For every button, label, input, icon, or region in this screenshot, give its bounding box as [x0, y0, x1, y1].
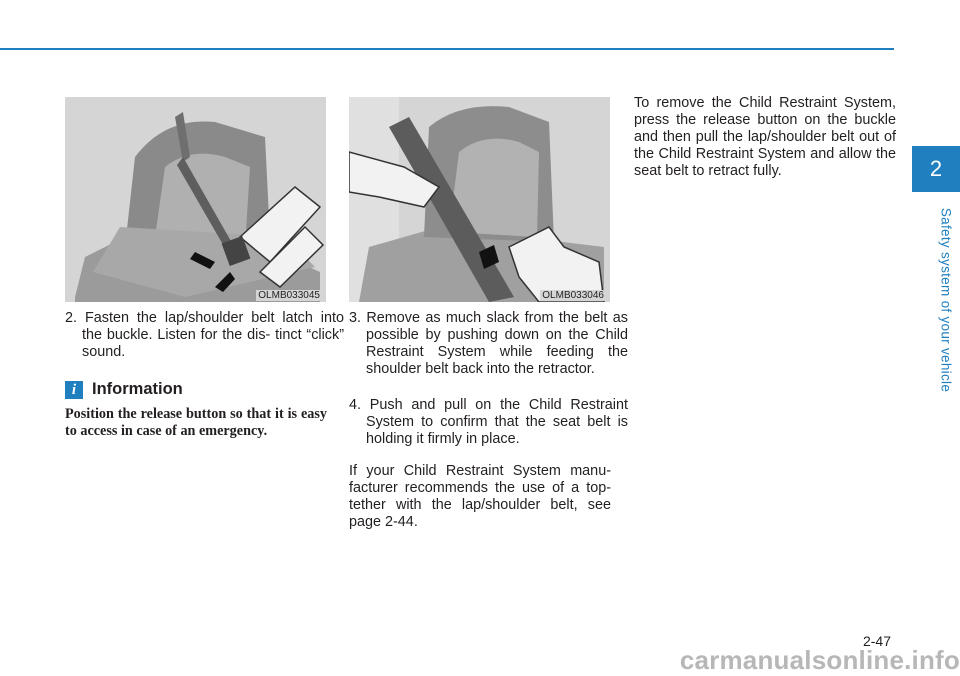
step-3: 3. Remove as much slack from the belt as possible by pushing down on the Child Restraint System while feeding the shoulder belt back into the retractor. [349, 310, 628, 377]
chapter-tab: 2 [912, 146, 960, 192]
figure-belt-latch [65, 97, 326, 302]
section-title: Safety system of your vehicle [938, 207, 954, 393]
information-icon: i [65, 381, 83, 399]
figure-code: OLMB033046 [542, 290, 604, 301]
information-heading: Information [92, 380, 183, 398]
figure-code: OLMB033045 [258, 290, 320, 301]
page-number: 2-47 [862, 633, 891, 649]
step-2: 2. Fasten the lap/shoulder belt latch into the buckle. Listen for the dis- tinct “click” sound. [65, 310, 344, 360]
top-tether-note: If your Child Restraint System manu- facturer recommends the use of a top-tether with the lap/shoulder belt, see page 2-44. [349, 463, 611, 530]
information-body: Position the release button so that it is easy to access in case of an emergency. [65, 406, 327, 439]
watermark: carmanualsonline.info [679, 645, 960, 675]
seat-belt-latch-illustration [65, 97, 326, 302]
child-seat-slack-removal-illustration [349, 97, 610, 302]
step-4: 4. Push and pull on the Child Restraint System to confirm that the seat belt is holding it firmly in place. [349, 397, 628, 447]
header-rule [0, 48, 894, 50]
removal-instructions: To remove the Child Restraint System, press the release button on the buckle and then pull the lap/shoulder belt out of the Child Restraint System and allow the seat belt to retract fully. [634, 95, 896, 179]
figure-remove-slack [349, 97, 610, 302]
